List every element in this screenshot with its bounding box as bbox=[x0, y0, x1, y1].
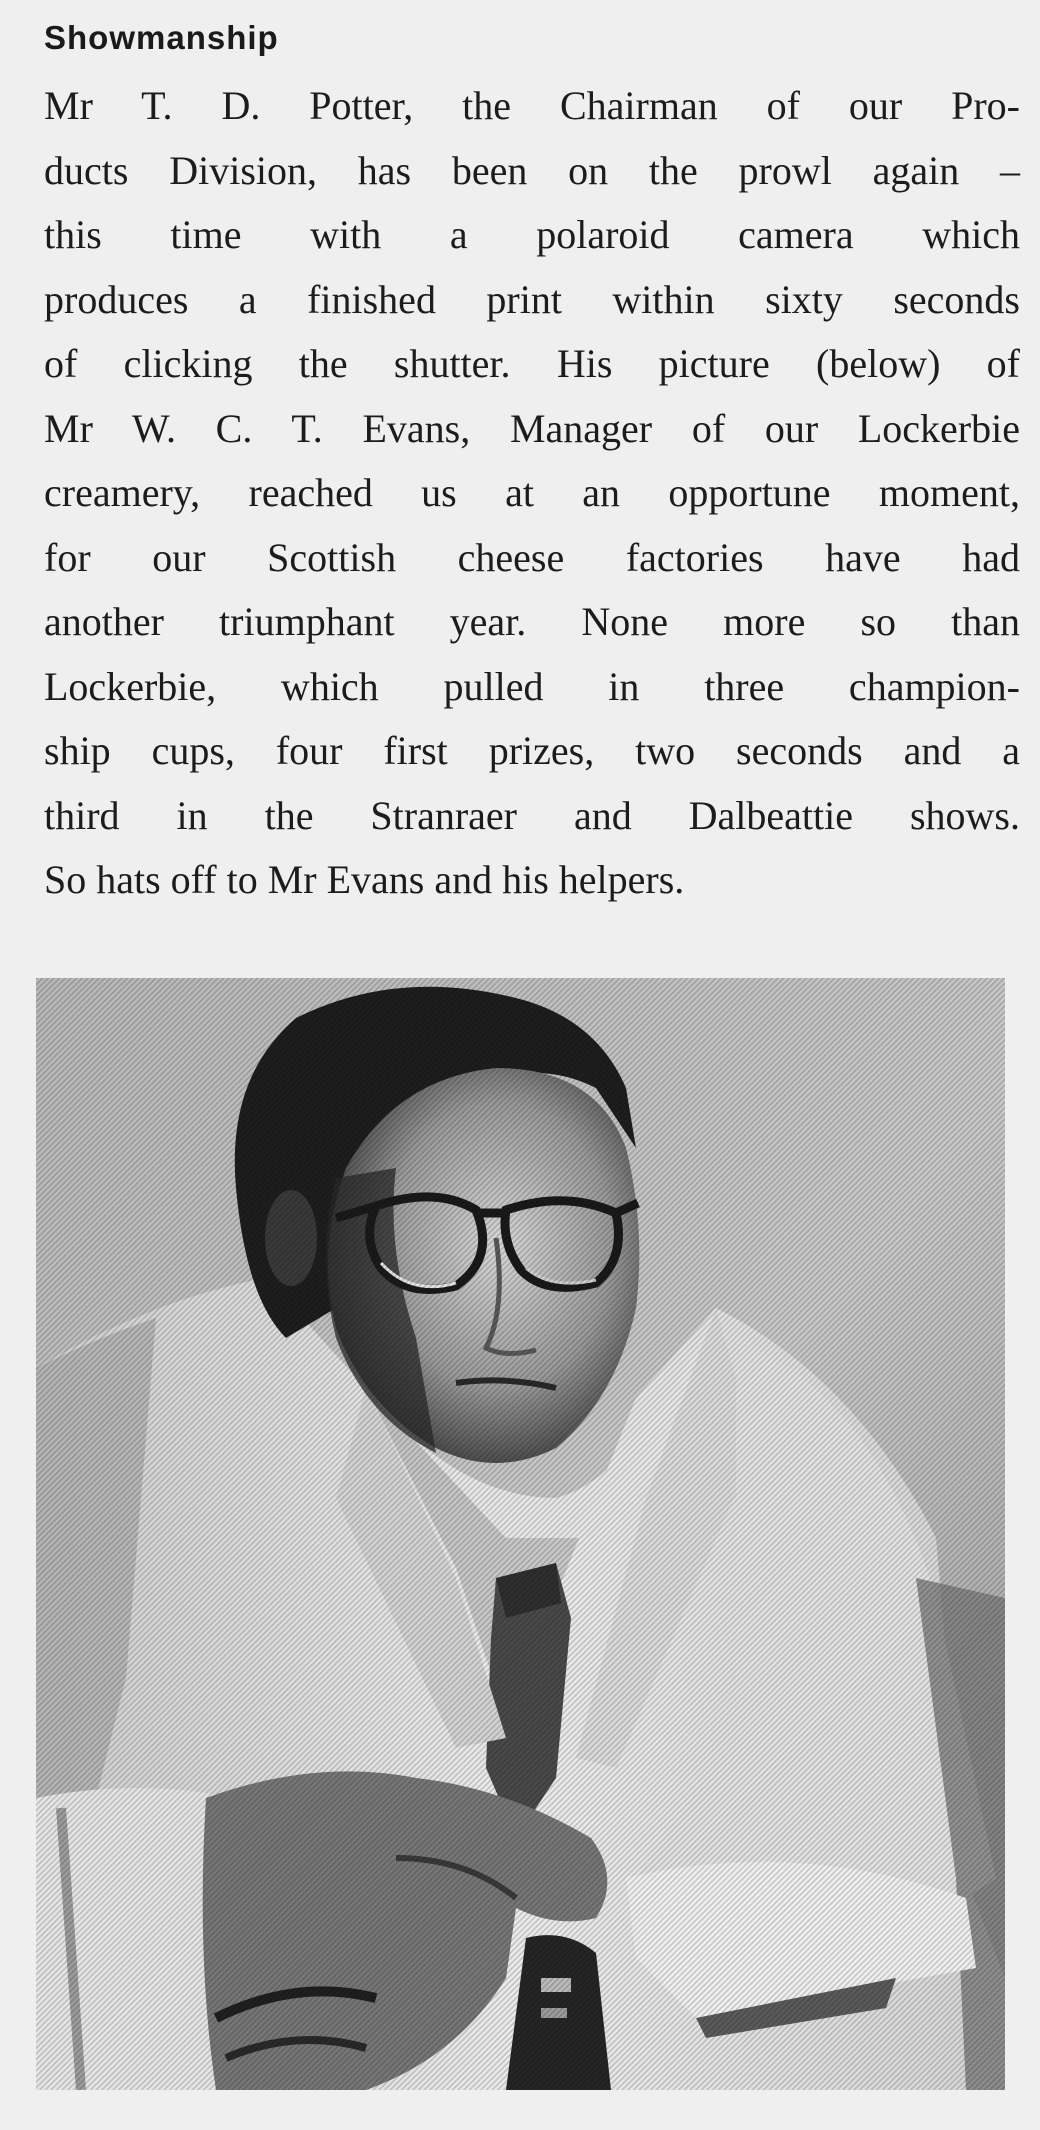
body-line: Mr T. D. Potter, the Chairman of our Pro- bbox=[44, 83, 1020, 128]
article-body bbox=[44, 74, 1020, 913]
body-line: ship cups, four first prizes, two seconds and a bbox=[44, 728, 1020, 773]
body-line: of clicking the shutter. His picture (below) of bbox=[44, 341, 1020, 386]
body-line: So hats off to Mr Evans and his helpers. bbox=[44, 857, 685, 902]
portrait-photo bbox=[36, 978, 1005, 2090]
body-line: for our Scottish cheese factories have had bbox=[44, 534, 1020, 580]
article-heading: Showmanship bbox=[44, 19, 279, 56]
body-line: ducts Division, has been on the prowl again – bbox=[44, 147, 1020, 193]
body-line: this time with a polaroid camera which bbox=[44, 212, 1020, 257]
body-line: third in the Stranraer and Dalbeattie shows. bbox=[44, 792, 1020, 838]
body-line: produces a finished print within sixty seconds bbox=[44, 276, 1020, 322]
body-line: another triumphant year. None more so than bbox=[44, 599, 1020, 644]
body-line: Lockerbie, which pulled in three champion- bbox=[44, 663, 1020, 709]
body-line: creamery, reached us at an opportune moment, bbox=[44, 470, 1020, 515]
body-line: Mr W. C. T. Evans, Manager of our Lockerbie bbox=[44, 405, 1020, 451]
halftone-texture bbox=[36, 978, 1005, 2090]
